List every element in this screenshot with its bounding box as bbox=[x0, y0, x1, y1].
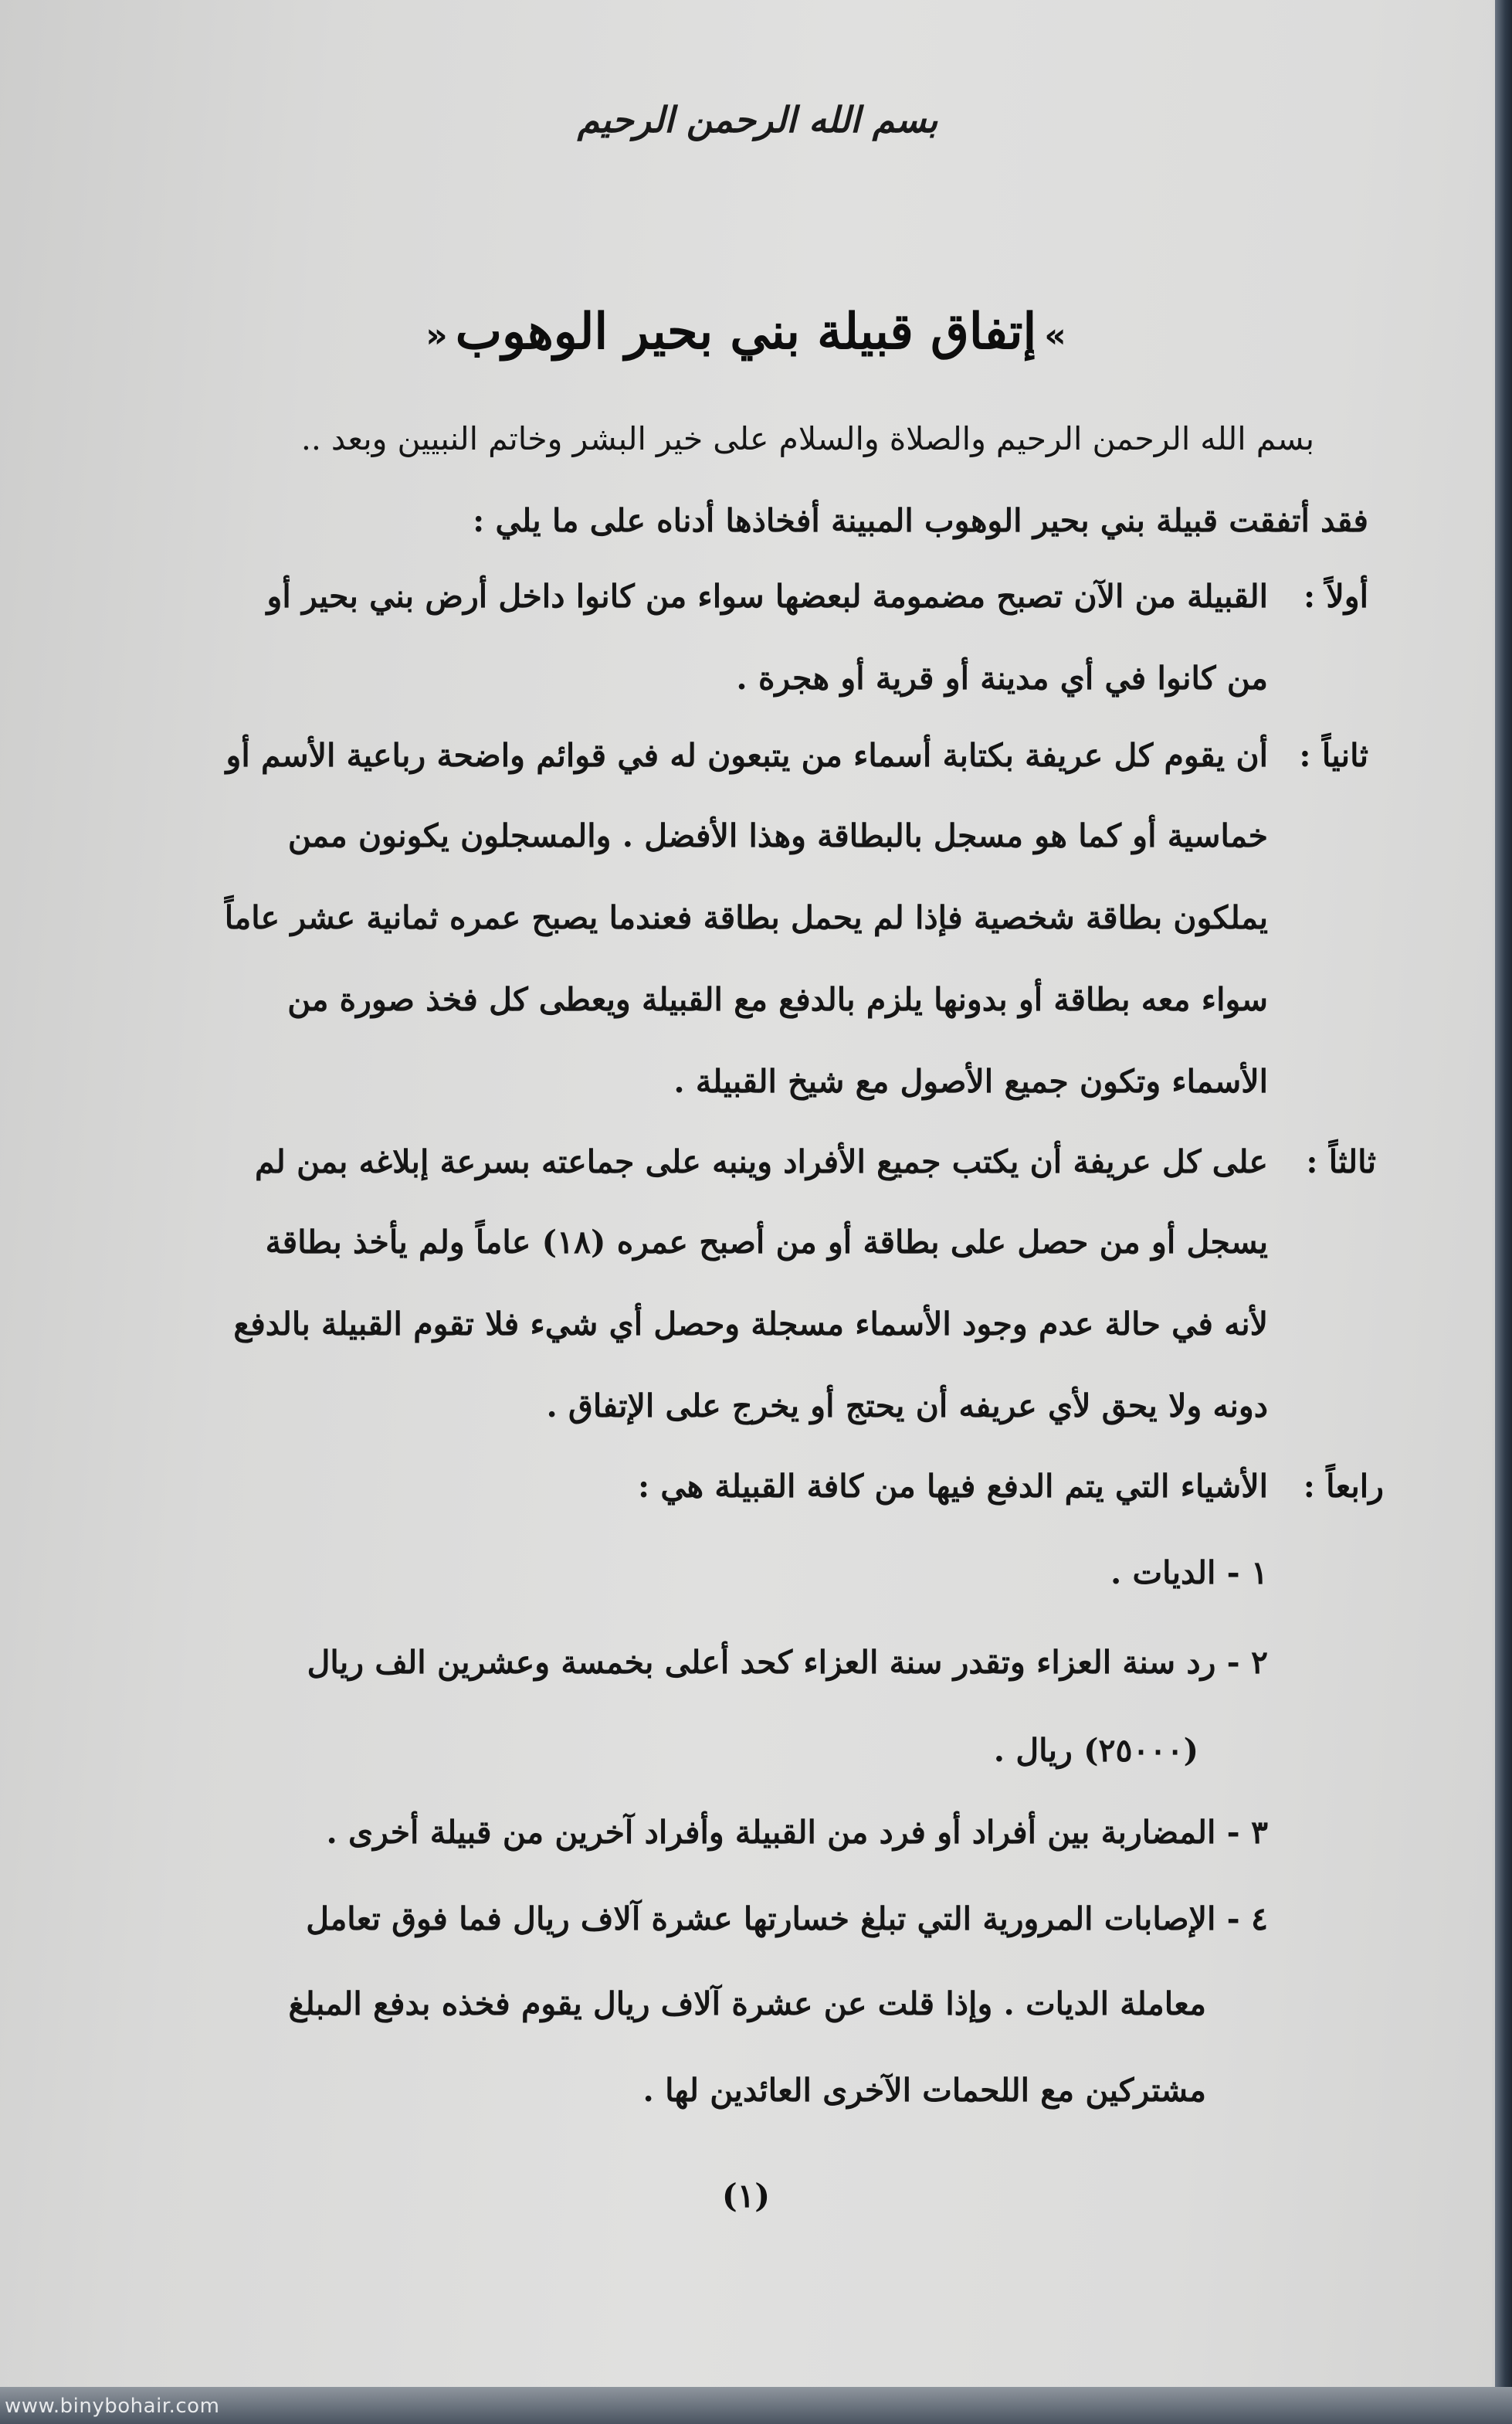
list-item-3: ٣ - المضاربة بين أفراد أو فرد من القبيلة وأفراد آخرين من قبيلة أخرى . bbox=[326, 1814, 1268, 1851]
clause-second-label: ثانياً : bbox=[1299, 737, 1368, 774]
clause-fourth-label: رابعاً : bbox=[1303, 1468, 1384, 1505]
list-item-2: ٢ - رد سنة العزاء وتقدر سنة العزاء كحد أعلى بخمسة وعشرين الف ريال bbox=[307, 1644, 1268, 1681]
title-text: إتفاق قبيلة بني بحير الوهوب bbox=[455, 303, 1037, 361]
clause-second-line-3: يملكون بطاقة شخصية فإذا لم يحمل بطاقة فعندما يصبح عمره ثمانية عشر عاماً bbox=[224, 899, 1268, 936]
clause-third-line-4: دونه ولا يحق لأي عريفه أن يحتج أو يخرج على الإتفاق . bbox=[546, 1387, 1268, 1424]
clause-second-line-5: الأسماء وتكون جميع الأصول مع شيخ القبيلة . bbox=[673, 1063, 1268, 1100]
clause-second-line-2: خماسية أو كما هو مسجل بالبطاقة وهذا الأفضل . والمسجلون يكونون ممن bbox=[287, 817, 1268, 854]
list-item-1: ١ - الديات . bbox=[1110, 1554, 1268, 1591]
clause-third-line-3: لأنه في حالة عدم وجود الأسماء مسجلة وحصل أي شيء فلا تقوم القبيلة بالدفع bbox=[233, 1305, 1268, 1343]
list-item-4: ٤ - الإصابات المرورية التي تبلغ خسارتها عشرة آلاف ريال فما فوق تعامل bbox=[306, 1900, 1268, 1937]
clause-fourth-intro: الأشياء التي يتم الدفع فيها من كافة القبيلة هي : bbox=[637, 1468, 1268, 1505]
clause-third-label: ثالثاً : bbox=[1306, 1143, 1376, 1180]
left-ornament-icon: « bbox=[425, 316, 448, 355]
intro-line-2: فقد أتفقت قبيلة بني بحير الوهوب المبينة أفخاذها أدناه على ما يلي : bbox=[473, 502, 1368, 539]
document-title bbox=[0, 303, 1492, 361]
clause-third-line-2: يسجل أو من حصل على بطاقة أو من أصبح عمره (١٨) عاماً ولم يأخذ بطاقة bbox=[265, 1224, 1268, 1261]
header-basmala: بسم الله الرحمن الرحيم bbox=[577, 99, 938, 141]
bottom-strip bbox=[0, 2387, 1512, 2424]
clause-third-line-1: على كل عريفة أن يكتب جميع الأفراد وينبه على جماعته بسرعة إبلاغه بمن لم bbox=[255, 1143, 1268, 1180]
clause-first-label: أولاً : bbox=[1304, 578, 1368, 615]
list-item-4-cont-2: مشتركين مع اللحمات الآخرى العائدين لها . bbox=[642, 2072, 1206, 2109]
watermark-text: www.binybohair.com bbox=[5, 2395, 220, 2418]
page-number: (١) bbox=[721, 2177, 771, 2215]
clause-second-line-1: أن يقوم كل عريفة بكتابة أسماء من يتبعون له في قوائم واضحة رباعية الأسم أو bbox=[225, 737, 1268, 774]
clause-first-line-2: من كانوا في أي مدينة أو قرية أو هجرة . bbox=[736, 660, 1268, 697]
intro-line-1: بسم الله الرحمن الرحيم والصلاة والسلام على خير البشر وخاتم النبيين وبعد .. bbox=[300, 420, 1314, 457]
clause-second-line-4: سواء معه بطاقة أو بدونها يلزم بالدفع مع القبيلة ويعطى كل فخذ صورة من bbox=[287, 981, 1268, 1018]
list-item-2-amount: (٢٥٠٠٠) ريال . bbox=[993, 1732, 1198, 1769]
list-item-4-cont-1: معاملة الديات . وإذا قلت عن عشرة آلاف ريال يقوم فخذه بدفع المبلغ bbox=[288, 1985, 1206, 2022]
clause-first-line-1: القبيلة من الآن تصبح مضمومة لبعضها سواء من كانوا داخل أرض بني بحير أو bbox=[266, 578, 1268, 615]
right-ornament-icon: » bbox=[1044, 316, 1066, 355]
book-cover-edge bbox=[1495, 0, 1512, 2424]
